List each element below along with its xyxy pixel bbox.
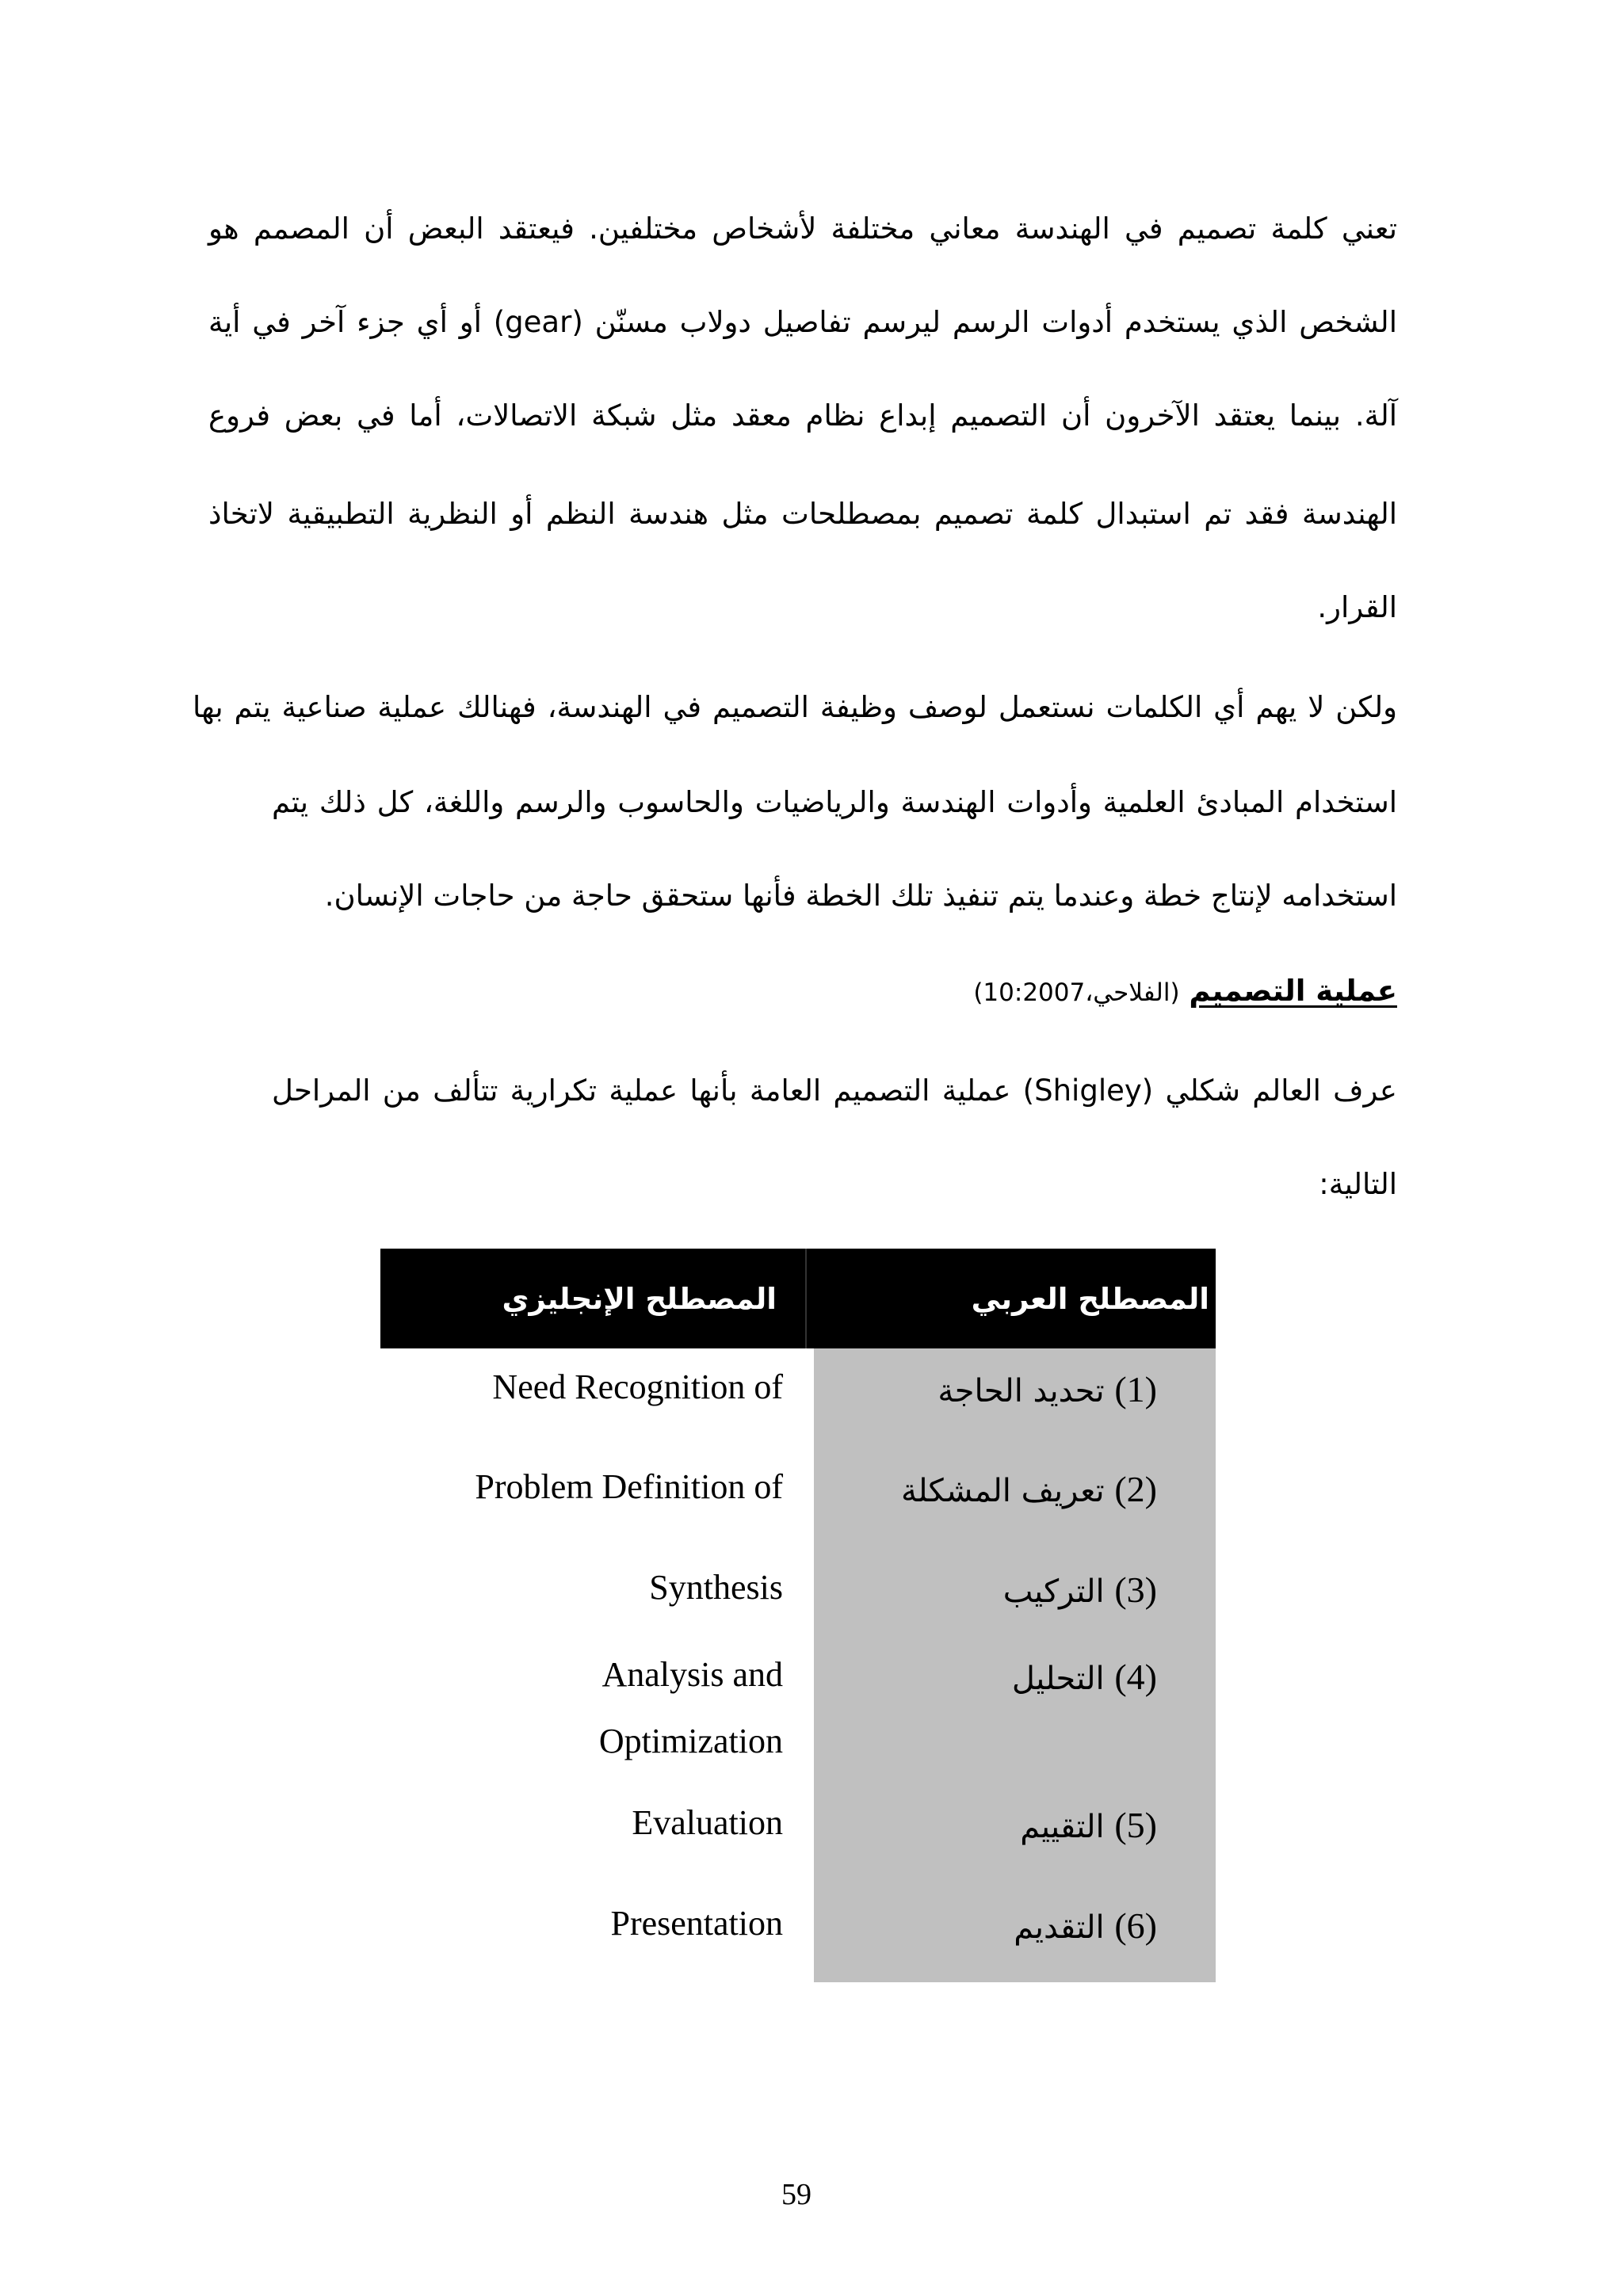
cell-arabic: [824, 1368, 1157, 1410]
table-header: [380, 1249, 1216, 1348]
row-arabic-term: التقديم: [1014, 1909, 1105, 1946]
cell-arabic: [824, 1468, 1157, 1510]
paragraph-line: تعني كلمة تصميم في الهندسة معاني مختلفة لأشخاص مختلفين. فيعتقد البعض أن المصمم هو: [208, 212, 1397, 246]
cell-english: Need Recognition of: [492, 1367, 783, 1406]
header-divider: [805, 1249, 807, 1348]
header-arabic: [813, 1249, 1209, 1348]
paragraph-line: الهندسة فقد تم استبدال كلمة تصميم بمصطلحات مثل هندسة النظم أو النظرية التطبيقية لاتخاذ: [208, 497, 1397, 531]
header-english: [380, 1249, 777, 1348]
paragraph-line: التالية:: [1319, 1167, 1397, 1201]
section-heading: [973, 971, 1397, 1013]
row-number: (2): [1114, 1469, 1157, 1509]
page-number: 59: [781, 2178, 812, 2211]
paragraph-line: الشخص الذي يستخدم أدوات الرسم ليرسم تفاصيل دولاب مسنّن (gear) أو أي جزء آخر في أية: [208, 305, 1397, 339]
header-english-label: المصطلح الإنجليزي: [502, 1281, 777, 1316]
row-number: (4): [1114, 1657, 1157, 1697]
section-heading-citation: (الفلاحي،10:2007): [973, 978, 1180, 1007]
table-row: [380, 1354, 1216, 1433]
cell-english: Presentation: [610, 1904, 783, 1943]
paragraph-line: ولكن لا يهم أي الكلمات نستعمل لوصف وظيفة التصميم في الهندسة، فهنالك عملية صناعية يتم بها: [193, 690, 1397, 724]
cell-arabic: [824, 1569, 1157, 1611]
row-number: (1): [1114, 1369, 1157, 1409]
cell-arabic: [824, 1804, 1157, 1846]
cell-english: Synthesis: [649, 1568, 783, 1607]
row-number: (5): [1114, 1805, 1157, 1845]
cell-english: Problem Definition of: [475, 1467, 783, 1506]
cell-arabic: [824, 1656, 1157, 1698]
paragraph-line: آلة. بينما يعتقد الآخرون أن التصميم إبداع نظام معقد مثل شبكة الاتصالات، أما في بعض فروع: [208, 399, 1397, 433]
paragraph-line: القرار.: [1317, 590, 1397, 624]
table-row: [380, 1642, 1216, 1776]
paragraph-line: عرف العالم شكلي (Shigley) عملية التصميم العامة بأنها عملية تكرارية تتألف من المراحل: [272, 1074, 1397, 1108]
paragraph-line: استخدام المبادئ العلمية وأدوات الهندسة والرياضيات والحاسوب والرسم واللغة، كل ذلك يتم: [272, 785, 1397, 819]
section-heading-title: عملية التصميم: [1189, 974, 1397, 1008]
row-number: (6): [1114, 1905, 1157, 1946]
row-number: (3): [1114, 1569, 1157, 1610]
cell-english: Analysis and Optimization: [598, 1655, 783, 1760]
row-arabic-term: التركيب: [1002, 1573, 1105, 1610]
row-arabic-term: تعريف المشكلة: [900, 1473, 1105, 1509]
cell-arabic: [824, 1905, 1157, 1947]
row-arabic-term: تحديد الحاجة: [938, 1373, 1105, 1409]
cell-english: Evaluation: [632, 1803, 783, 1842]
header-arabic-label: المصطلح العربي: [971, 1281, 1209, 1316]
table-row: [380, 1554, 1216, 1634]
row-arabic-term: التحليل: [1011, 1661, 1105, 1697]
table-row: [380, 1454, 1216, 1533]
table-row: [380, 1790, 1216, 1869]
row-arabic-term: التقييم: [1020, 1809, 1105, 1845]
table-row: [380, 1890, 1216, 1970]
paragraph-line: استخدامه لإنتاج خطة وعندما يتم تنفيذ تلك الخطة فأنها ستحقق حاجة من حاجات الإنسان.: [324, 879, 1397, 913]
